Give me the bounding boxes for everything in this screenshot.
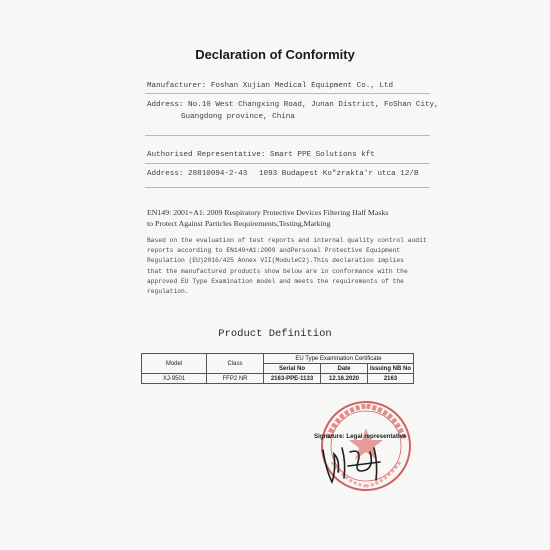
divider [145,187,430,188]
column-header-serial: Serial No [264,364,321,374]
column-header-issuing: Issuing NB No [368,364,414,374]
divider [145,163,430,164]
manufacturer-label: Manufacturer: [147,82,207,90]
standard-subject [147,207,437,229]
column-header-date: Date [321,364,368,374]
representative-address-label: Address: [147,170,184,178]
representative-line [147,149,375,161]
declaration-paragraph [147,236,437,297]
paragraph-line: regulation. [147,288,189,296]
column-header-model: Model [142,354,207,374]
product-definition-title: Product Definition [218,328,332,340]
divider [145,135,430,136]
subject-line: to Protect Against Particles Requirements,Testing,Marking [147,219,331,228]
paragraph-line: that the manufactured products show below are in conformance with the [147,267,408,275]
representative-address-id: 28810094-2-43 [188,170,248,178]
signature-label: Signature: Legal representative [314,433,407,440]
manufacturer-address-line [147,99,439,111]
page-title: Declaration of Conformity [195,47,355,62]
cell-serial: 2163-PPE-1133 [264,374,321,384]
paragraph-line: Based on the evaluation of test reports and internal quality control audit [147,237,427,244]
certificate-table [141,353,414,384]
representative-address-line [147,168,247,180]
cell-model: XJ-9501 [142,374,207,384]
manufacturer-value: Foshan Xujian Medical Equipment Co., Ltd [210,82,394,90]
manufacturer-line [147,80,393,92]
subject-line: EN149: 2001+A1: 2009 Respiratory Protective Devices Filtering Half Masks [147,208,389,217]
cell-issuing: 2163 [368,374,414,384]
manufacturer-address-line2: Guangdong province, China [181,113,295,121]
cell-date: 12.16.2020 [321,374,368,384]
column-header-class: Class [207,354,264,374]
representative-value: Smart PPE Solutions kft [270,151,375,159]
manufacturer-address-label: Address: [147,101,184,109]
manufacturer-address-line1: No.10 West Changxing Road, Junan District, FoShan City, [188,101,439,109]
paragraph-line: approved EU Type Examination model and meets the requirements of the [147,277,404,285]
representative-label: Authorised Representative: [147,151,266,159]
column-header-certificate: EU Type Examination Certificate [264,354,414,364]
handwritten-signature [318,440,388,485]
paragraph-line: reports according to EN149+A1:2009 andPersonal Protective Equipment [147,247,401,255]
paragraph-line: Regulation (EU)2016/425 Annex VII(ModuleC2).This declaration implies [147,257,404,265]
table-header-row [142,354,414,364]
table-row [142,374,414,384]
representative-address-value: 1093 Budapest Ko"zraktа'r utca 12/B [259,170,419,178]
cell-class: FFP2 NR [207,374,264,384]
divider [145,93,430,94]
